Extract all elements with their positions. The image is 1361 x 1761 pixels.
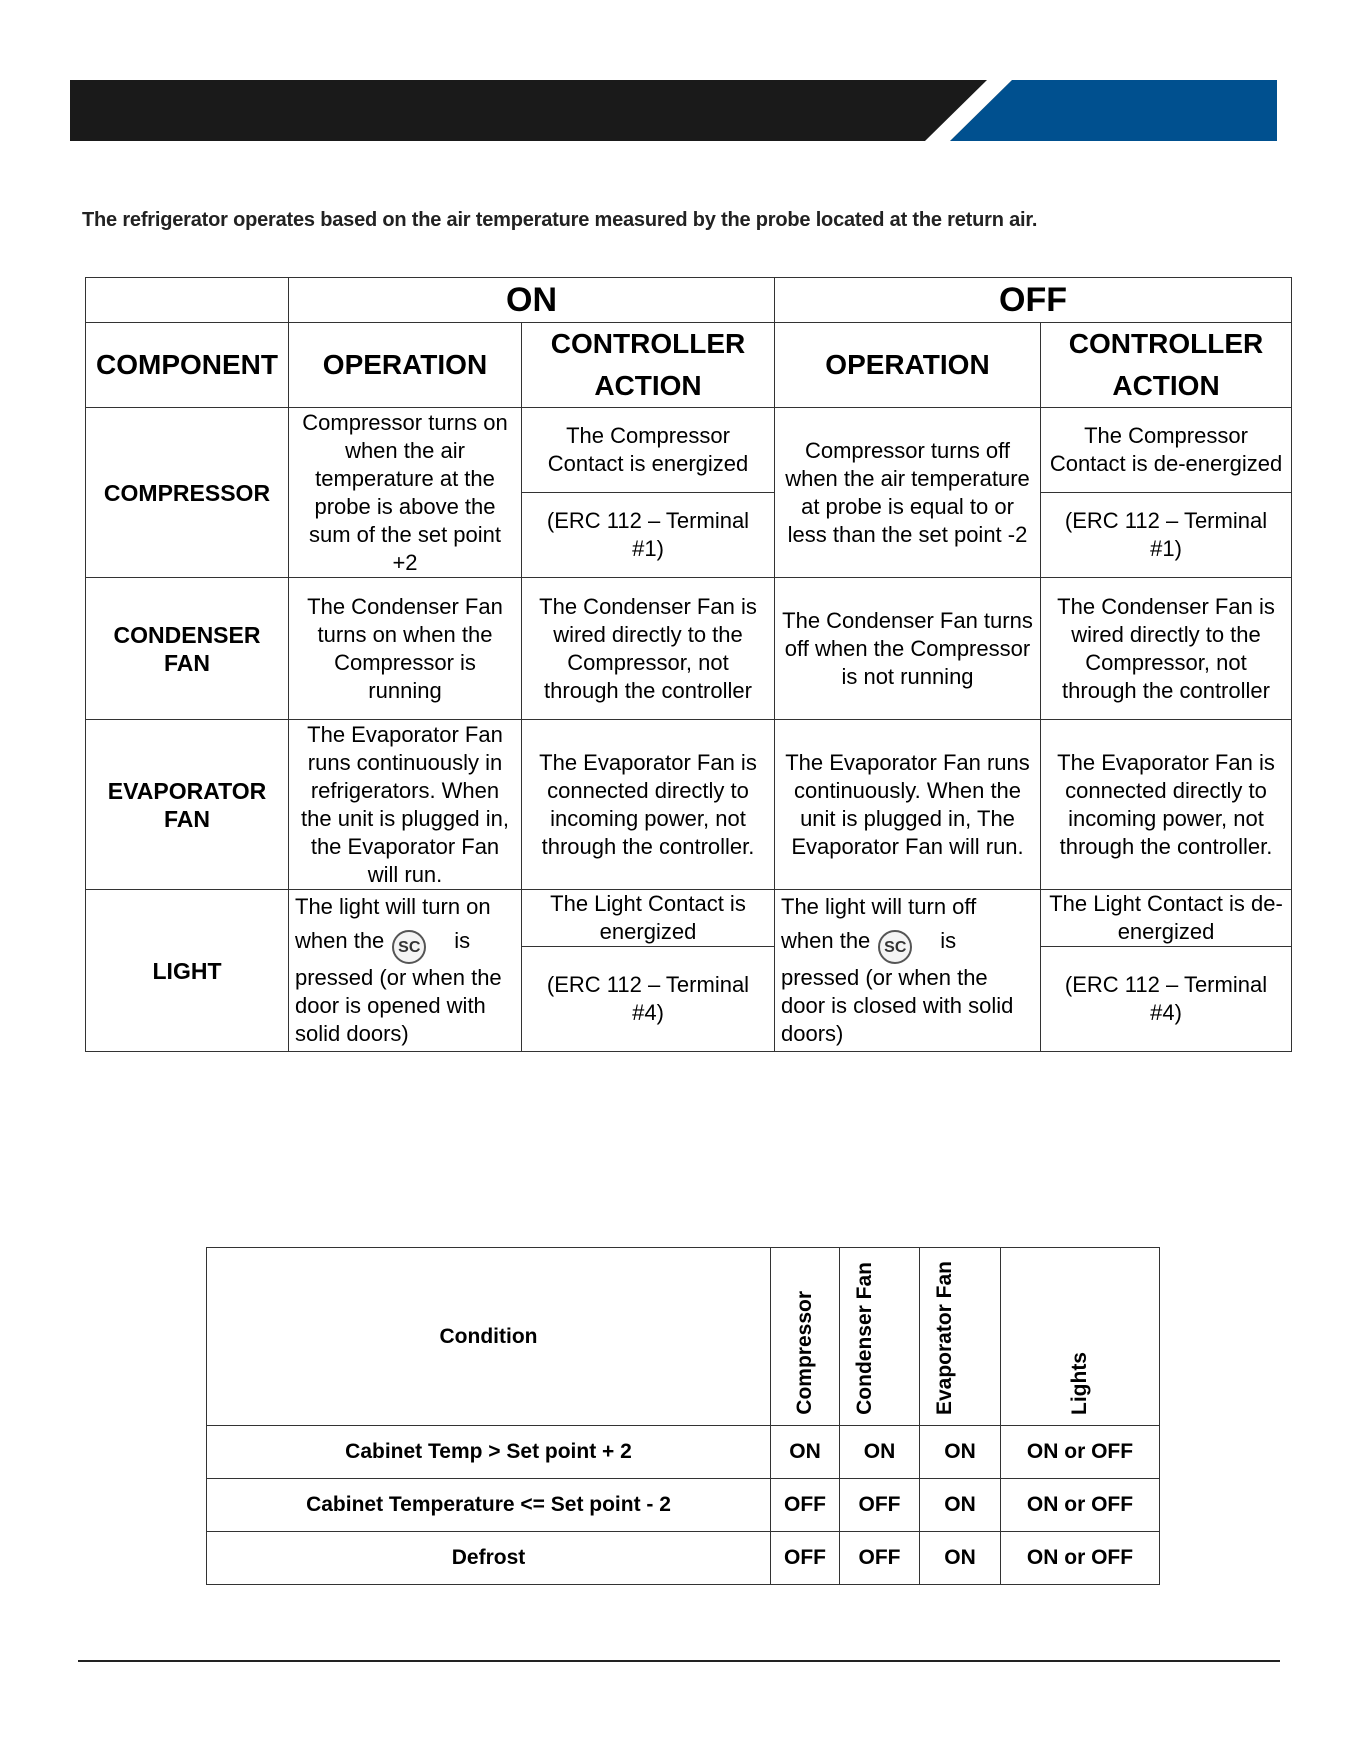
light-off-is-text: is xyxy=(940,928,957,953)
compressor-state: ON xyxy=(771,1426,840,1479)
condition-text: Defrost xyxy=(207,1532,771,1585)
group-header-row xyxy=(86,278,1292,323)
light-off-action: The Light Contact is de-energized xyxy=(1041,890,1292,947)
evaporator-col-header: Evaporator Fan xyxy=(933,1260,956,1415)
light-off-line2 xyxy=(781,927,1034,964)
condenser-on-operation: The Condenser Fan turns on when the Compressor is running xyxy=(289,578,522,720)
intro-text: The refrigerator operates based on the air temperature measured by the probe located at the return air. xyxy=(82,209,1038,231)
evaporator-on-operation: The Evaporator Fan runs continuously in refrigerators. When the unit is plugged in, the Evaporator Fan will run. xyxy=(289,720,522,890)
condition-header: Condition xyxy=(207,1248,771,1426)
condenser-col-header: Condenser Fan xyxy=(852,1262,876,1415)
light-on-terminal: (ERC 112 – Terminal #4) xyxy=(522,947,775,1052)
light-on-line2 xyxy=(295,927,515,964)
lights-state: ON or OFF xyxy=(1001,1426,1160,1479)
condition-row xyxy=(207,1426,1160,1479)
condition-text: Cabinet Temp > Set point + 2 xyxy=(207,1426,771,1479)
evaporator-on-action: The Evaporator Fan is connected directly to incoming power, not through the controller. xyxy=(522,720,775,890)
group-off-header: OFF xyxy=(775,278,1292,323)
evaporator-off-operation: The Evaporator Fan runs continuously. When the unit is plugged in, The Evaporator Fan will run. xyxy=(775,720,1041,890)
light-on-rest: pressed (or when the door is opened with solid doors) xyxy=(295,965,502,1046)
light-off-line1: The light will turn off xyxy=(781,894,977,919)
lights-col-header-cell xyxy=(1001,1248,1160,1426)
lights-col-header: Lights xyxy=(1068,1352,1091,1415)
compressor-state: OFF xyxy=(771,1532,840,1585)
light-off-terminal: (ERC 112 – Terminal #4) xyxy=(1041,947,1292,1052)
compressor-on-action: The Compressor Contact is energized xyxy=(522,408,775,493)
compressor-label: COMPRESSOR xyxy=(86,408,289,578)
condition-header-row xyxy=(207,1248,1160,1426)
evaporator-label: EVAPORATOR FAN xyxy=(86,720,289,890)
compressor-state: OFF xyxy=(771,1479,840,1532)
light-off-operation xyxy=(775,890,1041,1052)
compressor-off-terminal: (ERC 112 – Terminal #1) xyxy=(1041,493,1292,578)
component-header: COMPONENT xyxy=(86,323,289,408)
condenser-on-action: The Condenser Fan is wired directly to the Compressor, not through the controller xyxy=(522,578,775,720)
on-action-header: CONTROLLER ACTION xyxy=(522,323,775,408)
evaporator-off-action: The Evaporator Fan is connected directly to incoming power, not through the controller. xyxy=(1041,720,1292,890)
light-on-when-text: when the xyxy=(295,928,385,953)
on-operation-header: OPERATION xyxy=(289,323,522,408)
off-action-header: CONTROLLER ACTION xyxy=(1041,323,1292,408)
light-label: LIGHT xyxy=(86,890,289,1052)
compressor-on-operation: Compressor turns on when the air temperature at the probe is above the sum of the set point +2 xyxy=(289,408,522,578)
condenser-col-header-cell xyxy=(840,1248,920,1426)
header-banner-graphic xyxy=(70,80,1277,141)
condenser-off-operation: The Condenser Fan turns off when the Compressor is not running xyxy=(775,578,1041,720)
compressor-off-action: The Compressor Contact is de-energized xyxy=(1041,408,1292,493)
light-off-rest: pressed (or when the door is closed with solid doors) xyxy=(781,965,1014,1046)
condition-row xyxy=(207,1479,1160,1532)
compressor-row xyxy=(86,408,1292,493)
evaporator-row xyxy=(86,720,1292,890)
condition-text: Cabinet Temperature <= Set point - 2 xyxy=(207,1479,771,1532)
evaporator-state: ON xyxy=(920,1532,1001,1585)
condition-table xyxy=(206,1247,1160,1585)
compressor-off-operation: Compressor turns off when the air temperature at probe is equal to or less than the set point -2 xyxy=(775,408,1041,578)
light-off-when-text: when the xyxy=(781,928,871,953)
sc-button-icon: SC xyxy=(392,930,426,964)
lights-state: ON or OFF xyxy=(1001,1479,1160,1532)
condenser-state: OFF xyxy=(840,1532,920,1585)
compressor-on-terminal: (ERC 112 – Terminal #1) xyxy=(522,493,775,578)
condenser-state: OFF xyxy=(840,1479,920,1532)
evaporator-state: ON xyxy=(920,1479,1001,1532)
empty-corner-cell xyxy=(86,278,289,323)
group-on-header: ON xyxy=(289,278,775,323)
sc-button-icon: SC xyxy=(878,930,912,964)
off-operation-header: OPERATION xyxy=(775,323,1041,408)
evaporator-col-header-cell xyxy=(920,1248,1001,1426)
column-header-row xyxy=(86,323,1292,408)
condenser-off-action: The Condenser Fan is wired directly to the Compressor, not through the controller xyxy=(1041,578,1292,720)
light-on-is-text: is xyxy=(454,928,471,953)
condenser-label: CONDENSER FAN xyxy=(86,578,289,720)
light-on-line1: The light will turn on xyxy=(295,894,491,919)
condenser-state: ON xyxy=(840,1426,920,1479)
footer-divider xyxy=(78,1660,1280,1662)
evaporator-state: ON xyxy=(920,1426,1001,1479)
lights-state: ON or OFF xyxy=(1001,1532,1160,1585)
condenser-row xyxy=(86,578,1292,720)
operation-table xyxy=(85,277,1292,1052)
header-banner xyxy=(70,80,1277,141)
compressor-col-header-cell xyxy=(771,1248,840,1426)
light-on-action: The Light Contact is energized xyxy=(522,890,775,947)
condition-row xyxy=(207,1532,1160,1585)
light-row xyxy=(86,890,1292,947)
compressor-col-header: Compressor xyxy=(793,1291,816,1415)
light-on-operation xyxy=(289,890,522,1052)
